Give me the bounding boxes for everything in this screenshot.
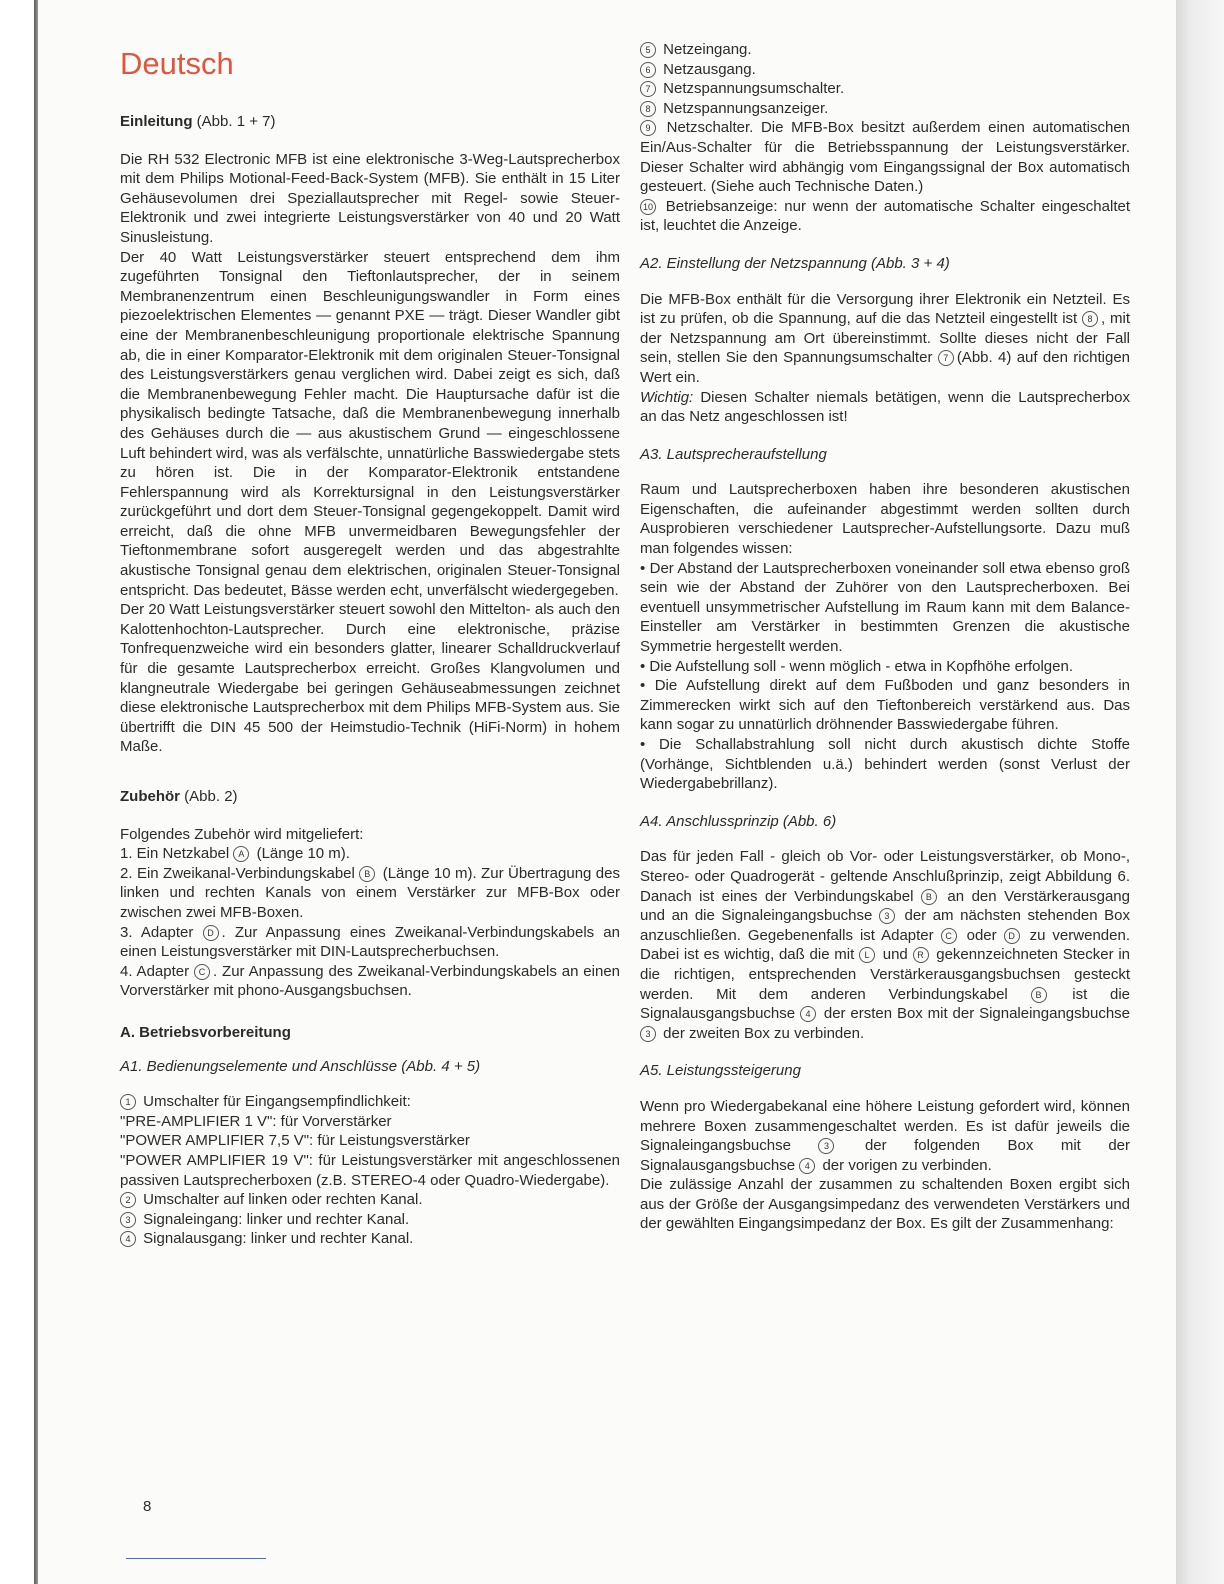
control-1-line-3: "POWER AMPLIFIER 7,5 V": für Leistungsverstärker: [120, 1132, 470, 1150]
a3-bullet-4: • Die Schallabstrahlung soll nicht durch akustisch dichte Stoffe (Vorhänge, Sichtblenden u.ä.) behindert werden (sonst Verlust der Wiedergabebrillanz).: [640, 736, 1130, 793]
intro-paragraph-2: Der 40 Watt Leistungsverstärker steuert entsprechend dem ihm zugeführten Tonsignal den Tieftonlautsprecher, der in seinem Membranenzentrum einen Beschleunigungswandler in Form eines piezoelektrischen Elementes — genannt PXE — trägt. Dieser Wandler gibt eine der Membranenbeschleunigung proportionale elektrische Spannung ab, die in einer Komparator-Elektronik mit dem originalen Steuer-Tonsignal des Leistungsverstärkers genau verglichen wird. Dabei zeigt es sich, daß die Membranenbewegung Fehler macht. Die Hauptursache dafür ist die physikalisch bedingte Tatsache, daß die Membranenbewegung innerhalb des Gehäuses durch die — aus akustischem Grund — eingeschlossene Luft behindert wird, was als verfälschte, unnatürliche Basswiedergabe stets zu hören ist. Die in der Komparator-Elektronik entstandene Fehlerspannung wird als Korrektursignal in den Leistungsverstärker zurückgeführt und dort dem Steuer-Tonsignal gegengekoppelt. Damit wird erreicht, daß die ohne MFB unvermeidbaren Bewegungsfehler der Tieftonmembrane sofort ausgeregelt werden und das abgestrahlte akustische Tonsignal genau dem elektrischen, originalen Steuer-Tonsignal entspricht. Das bedeutet, Bässe werden echt, unverfälscht wiedergegeben.: [120, 248, 620, 599]
accessory-item-3: [120, 923, 620, 962]
number-3-icon: 3: [879, 908, 895, 924]
number-4-icon: 4: [120, 1231, 136, 1247]
page-number: 8: [143, 1498, 152, 1515]
control-1-text: Umschalter für Eingangsempfindlichkeit:: [143, 1093, 411, 1111]
control-10: [640, 197, 1130, 236]
accessory-item-2-text: 2. Ein Zweikanal-Verbindungskabel: [120, 864, 355, 882]
a4-text-5: zu verwenden. Dabei ist es wichtig, daß die mit: [640, 926, 1130, 964]
control-5-text: Netzeingang.: [663, 41, 752, 58]
accessory-item-1-post: (Länge 10 m).: [256, 845, 350, 863]
a2-warning-text: Diesen Schalter niemals betätigen, wenn die Lautsprecherbox an das Netz angeschlossen ist!: [640, 388, 1130, 426]
number-3-icon: 3: [120, 1212, 136, 1228]
label-b-icon: B: [921, 889, 937, 905]
number-8-icon: 8: [640, 101, 656, 117]
a3-bullet-3: • Die Aufstellung direkt auf dem Fußboden und ganz besonders in Zimmerecken wirkt sich auf den Tieftonbereich verstärkend aus. Das kann sogar zu unnatürlich dröhnender Basswiedergabe führen.: [640, 677, 1130, 734]
control-2-text: Umschalter auf linken oder rechten Kanal.: [143, 1191, 423, 1209]
a4-text-9: der ersten Box mit der Signaleingangsbuchse: [823, 1005, 1131, 1023]
label-r-icon: R: [913, 947, 929, 963]
control-7-text: Netzspannungsumschalter.: [663, 80, 845, 98]
a3-bullet-2: • Die Aufstellung soll - wenn möglich - etwa in Kopfhöhe erfolgen.: [640, 657, 1073, 675]
a2-warning-label: Wichtig:: [640, 388, 694, 406]
number-8-icon: 8: [1082, 311, 1098, 327]
number-5-icon: 5: [640, 42, 656, 58]
intro-paragraph-1: Die RH 532 Electronic MFB ist eine elektronische 3-Weg-Lautsprecherbox mit dem Philips Motional-Feed-Back-System (MFB). Sie enthält in 15 Liter Gehäusevolumen drei Speziallautsprecher mit Regel- sowie Steuer-Elektronik und zwei integrierte Leistungsverstärker von 40 und 20 Watt Sinusleistung.: [120, 150, 620, 246]
control-3-text: Signaleingang: linker und rechter Kanal.: [143, 1210, 410, 1228]
section-a-heading: A. Betriebsvorbereitung: [120, 1023, 291, 1041]
right-column: [640, 40, 1130, 1234]
control-4: [120, 1229, 620, 1249]
control-1-line-2: "PRE-AMPLIFIER 1 V": für Vorverstärker: [120, 1112, 392, 1130]
a5-text-3: der vorigen zu verbinden.: [822, 1156, 992, 1174]
a2-warning: [640, 388, 1130, 427]
label-d-icon: D: [203, 925, 219, 941]
control-4-text: Signalausgang: linker und rechter Kanal.: [143, 1230, 414, 1248]
control-5: [640, 40, 1130, 60]
accessory-item-4: [120, 962, 620, 1001]
intro-heading-text: Einleitung: [120, 113, 193, 130]
number-7-icon: 7: [640, 81, 656, 97]
a2-paragraph: [640, 290, 1130, 388]
number-3-icon: 3: [640, 1026, 656, 1042]
accessory-item-2: [120, 864, 620, 923]
a4-text-2: an den Verstärkerausgang und an die Signaleingangsbuchse: [640, 887, 1130, 925]
intro-paragraph-3: Der 20 Watt Leistungsverstärker steuert sowohl den Mittelton- als auch den Kalottenhochton-Lautsprecher. Durch eine elektronische, präzise Tonfrequenzweiche wird ein besonders glatter, linearer Schalldruckverlauf für die gesamte Lautsprecherbox erreicht. Großes Klangvolumen und klangneutrale Wiedergabe bei geringen Gehäuseabmessungen zeichnet diese elektronische Lautsprecherbox mit dem Philips MFB-System aus. Sie übertrifft die DIN 45 500 der Heimstudio-Technik (HiFi-Norm) in hohem Maße.: [120, 601, 620, 756]
a4-paragraph: [640, 847, 1130, 1043]
a1-heading: A1. Bedienungselemente und Anschlüsse (Abb. 4 + 5): [120, 1057, 481, 1075]
label-l-icon: L: [859, 947, 875, 963]
control-6-text: Netzausgang.: [663, 60, 756, 78]
a2-text-2: , mit der Netzspannung am Ort übereinstimmt. Sollte dieses nicht der Fall sein, stellen Sie den Spannungsumschalter: [640, 310, 1130, 367]
language-title: Deutsch: [120, 46, 234, 81]
number-2-icon: 2: [120, 1192, 136, 1208]
a5-text-1: Wenn pro Wiedergabekanal eine höhere Leistung gefordert wird, können mehrere Boxen zusammengeschaltet werden. Es ist dafür jeweils die Signaleingangsbuchse: [640, 1097, 1130, 1155]
control-10-text: Betriebsanzeige: nur wenn der automatische Schalter eingeschaltet ist, leuchtet die Anzeige.: [640, 197, 1130, 235]
number-1-icon: 1: [120, 1094, 136, 1110]
control-2: [120, 1190, 620, 1210]
a5-paragraph-1: [640, 1097, 1130, 1175]
accessory-item-4-post: . Zur Anpassung des Zweikanal-Verbindungskabels an einen Vorverstärker mit phono-Ausgangsbuchsen.: [120, 962, 621, 1000]
footer-link-underline: [126, 1558, 266, 1559]
label-c-icon: C: [194, 964, 210, 980]
a3-lead: Raum und Lautsprecherboxen haben ihre besonderen akustischen Eigenschaften, die aufeinander abgestimmt werden sollten durch Ausprobieren verschiedener Lautsprecher-Aufstellungsorte. Dazu muß man folgendes wissen:: [640, 481, 1130, 558]
accessory-item-4-text: 4. Adapter: [120, 962, 190, 980]
label-d-icon: D: [1004, 928, 1020, 944]
number-4-icon: 4: [799, 1158, 815, 1174]
number-7-icon: 7: [938, 350, 954, 366]
control-9: [640, 118, 1130, 196]
label-c-icon: C: [941, 928, 957, 944]
a4-text-7: gekennzeichneten Stecker in die richtigen, entsprechenden Verstärkerausgangsbuchsen gesteckt werden. Mit dem anderen Verbindungskabel: [640, 946, 1130, 1003]
a3-bullet-1: • Der Abstand der Lautsprecherboxen voneinander soll etwa ebenso groß sein wie der Abstand der Zuhörer von den Lautsprecherboxen. Bei eventuell unsymmetrischer Aufstellung im Raum kann mit dem Balance-Einsteller am Verstärker in bestimmten Grenzen die akustische Symmetrie hergestellt werden.: [640, 559, 1130, 656]
control-8: [640, 99, 1130, 119]
a5-heading: A5. Leistungssteigerung: [640, 1062, 801, 1080]
accessory-item-1-text: 1. Ein Netzkabel: [120, 845, 230, 863]
intro-heading: [120, 112, 620, 132]
a5-paragraph-2: Die zulässige Anzahl der zusammen zu schaltenden Boxen ergibt sich aus der Größe der Ausgangsimpedanz des verwendeten Verstärkers und der gewählten Eingangsimpedanz der Box. Es gilt der Zusammenhang:: [640, 1176, 1130, 1233]
number-10-icon: 10: [640, 199, 656, 215]
number-3-icon: 3: [818, 1138, 834, 1154]
accessories-heading-text: Zubehör: [120, 788, 180, 805]
a2-text-3: (Abb. 4) auf den richtigen Wert ein.: [640, 349, 1131, 386]
a4-text-1: Das für jeden Fall - gleich ob Vor- oder Leistungsverstärker, ob Mono-, Stereo- oder Quadrogerät - geltende Anschlußprinzip, zeigt Abbildung 6. Danach ist eines der Verbindungskabel: [640, 848, 1130, 905]
a3-heading: A3. Lautsprecheraufstellung: [640, 445, 827, 463]
control-1: [120, 1092, 620, 1112]
control-3: [120, 1210, 620, 1230]
a4-text-6: und: [882, 946, 908, 964]
a4-text-3: der am nächsten stehenden Box anzuschließen. Gegebenenfalls ist Adapter: [640, 907, 1131, 944]
left-column: [120, 40, 620, 1249]
a4-text-4: oder: [966, 926, 997, 944]
a2-heading: A2. Einstellung der Netzspannung (Abb. 3 + 4): [640, 254, 950, 272]
number-4-icon: 4: [800, 1006, 816, 1022]
control-9-text: Netzschalter. Die MFB-Box besitzt außerdem einen automatischen Ein/Aus-Schalter für die Betriebsspannung der Leistungsverstärker. Dieser Schalter wird abhängig vom Eingangssignal der Box automatisch gesteuert. (Siehe auch Technische Daten.): [640, 119, 1131, 196]
intro-heading-ref: (Abb. 1 + 7): [196, 113, 276, 130]
control-6: [640, 60, 1130, 80]
control-7: [640, 79, 1130, 99]
a4-text-10: der zweiten Box zu verbinden.: [663, 1024, 865, 1042]
number-9-icon: 9: [640, 120, 656, 136]
number-6-icon: 6: [640, 62, 656, 78]
accessories-heading: [120, 787, 620, 807]
label-a-icon: A: [233, 846, 249, 862]
accessory-item-3-post: . Zur Anpassung eines Zweikanal-Verbindungskabels an einen Leistungsverstärker mit DIN-Lautsprecherbuchsen.: [120, 923, 620, 961]
a2-text-1: Die MFB-Box enthält für die Versorgung ihrer Elektronik ein Netzteil. Es ist zu prüfen, ob die Spannung, auf die das Netzteil eingestellt ist: [640, 290, 1130, 328]
a4-heading: A4. Anschlussprinzip (Abb. 6): [640, 812, 837, 830]
label-b-icon: B: [1031, 987, 1047, 1003]
accessory-item-2-post: (Länge 10 m). Zur Übertragung des linken und rechten Kanals von einem Verstärker zur MFB-Box oder zwischen zwei MFB-Boxen.: [120, 864, 620, 921]
a5-text-2: der folgenden Box mit der Signalausgangsbuchse: [640, 1137, 1131, 1174]
accessories-heading-ref: (Abb. 2): [184, 788, 238, 805]
a4-text-8: ist die Signalausgangsbuchse: [640, 985, 1130, 1023]
control-8-text: Netzspannungsanzeiger.: [663, 99, 829, 117]
accessory-item-3-text: 3. Adapter: [120, 923, 194, 941]
label-b-icon: B: [359, 866, 375, 882]
accessories-lead: Folgendes Zubehör wird mitgeliefert:: [120, 825, 364, 843]
accessory-item-1: [120, 844, 620, 864]
page-edge-right: [1176, 0, 1224, 1584]
control-1-line-4: "POWER AMPLIFIER 19 V": für Leistungsverstärker mit angeschlossenen passiven Lautsprecherboxen (z.B. STEREO-4 oder Quadro-Wiedergabe).: [120, 1151, 620, 1189]
